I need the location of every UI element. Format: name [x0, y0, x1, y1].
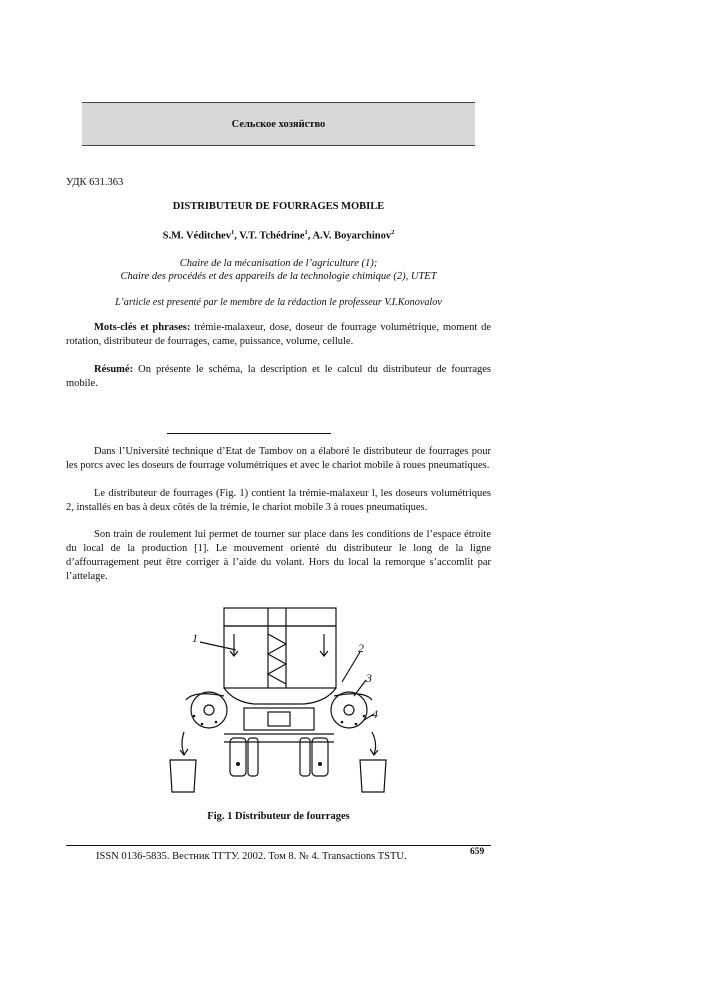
author-affiliation-mark: 1 — [230, 229, 235, 236]
author-separator: , — [234, 230, 240, 242]
keywords-label: Mots-clés et phrases: — [94, 322, 191, 333]
figure-caption: Fig. 1 Distributeur de fourrages — [207, 811, 350, 822]
body-paragraph: Le distributeur de fourrages (Fig. 1) contient la trémie-malaxeur l, les doseurs volumétriques 2, installés en bas à deux côtés de la trémie, le chariot mobile 3 à roues pneumatiques. — [66, 488, 491, 513]
author-name: V.T. Tchédrine — [239, 230, 305, 242]
figure-label: 4 — [372, 707, 378, 721]
body-paragraph: Son train de roulement lui permet de tourner sur place dans les conditions de l’espace étroite du local de la production [1]. Le mouvement orienté du distributeur le long de la ligne d’affourragement peut être corriger à l’aide du volant. Hors du local la remorque s’accomlit par l’attelage. — [66, 529, 491, 582]
figure-label: 2 — [358, 641, 364, 655]
author-list — [66, 229, 491, 242]
section-title: Сельское хозяйство — [231, 118, 326, 130]
abstract-paragraph — [66, 363, 491, 391]
affiliation-line: Chaire de la mécanisation de l’agriculture (1); — [179, 258, 378, 269]
footer-rule — [66, 845, 491, 846]
author-name: S.M. Véditchev — [162, 230, 231, 242]
article-title: DISTRIBUTEUR DE FOURRAGES MOBILE — [172, 201, 385, 212]
presented-by-note: L’article est presenté par le membre de la rédaction le professeur V.I.Konovalov — [115, 297, 442, 308]
abstract-label: Résumé: — [94, 364, 134, 375]
affiliation-line: Chaire des procédés et des appareils de la technologie chimique (2), UTET — [120, 271, 437, 282]
keywords-text: trémie-malaxeur, dose, doseur de fourrage volumétrique, moment de rotation, distributeur de fourrages, came, puissance, volume, cellule. — [66, 322, 491, 347]
page-number: 659 — [470, 847, 485, 857]
author-affiliation-mark: 1 — [304, 229, 308, 236]
abstract-text: On présente le schéma, la description et le calcul du distributeur de fourrages mobile. — [66, 364, 491, 389]
figure-label: 3 — [366, 671, 372, 685]
section-header-band — [82, 102, 475, 146]
figure-distributor-drawing — [164, 604, 394, 794]
journal-footer: ISSN 0136-5835. Вестник ТГТУ. 2002. Том 8. № 4. Transactions TSTU. — [96, 851, 407, 862]
author-name: A.V. Boyarchinov — [312, 230, 392, 242]
udk-code: УДК 631.363 — [66, 177, 124, 188]
separator-rule — [167, 433, 331, 434]
author-affiliation-mark: 2 — [391, 229, 395, 236]
keywords-paragraph — [66, 321, 491, 349]
author-separator: , — [307, 230, 313, 242]
figure-label: 1 — [192, 631, 198, 645]
body-paragraph: Dans l’Université technique d’Etat de Tambov on a élaboré le distributeur de fourrages pour les porcs avec les doseurs de fourrage volumétriques et avec le chariot mobile à roues pneumatiques. — [66, 446, 491, 471]
